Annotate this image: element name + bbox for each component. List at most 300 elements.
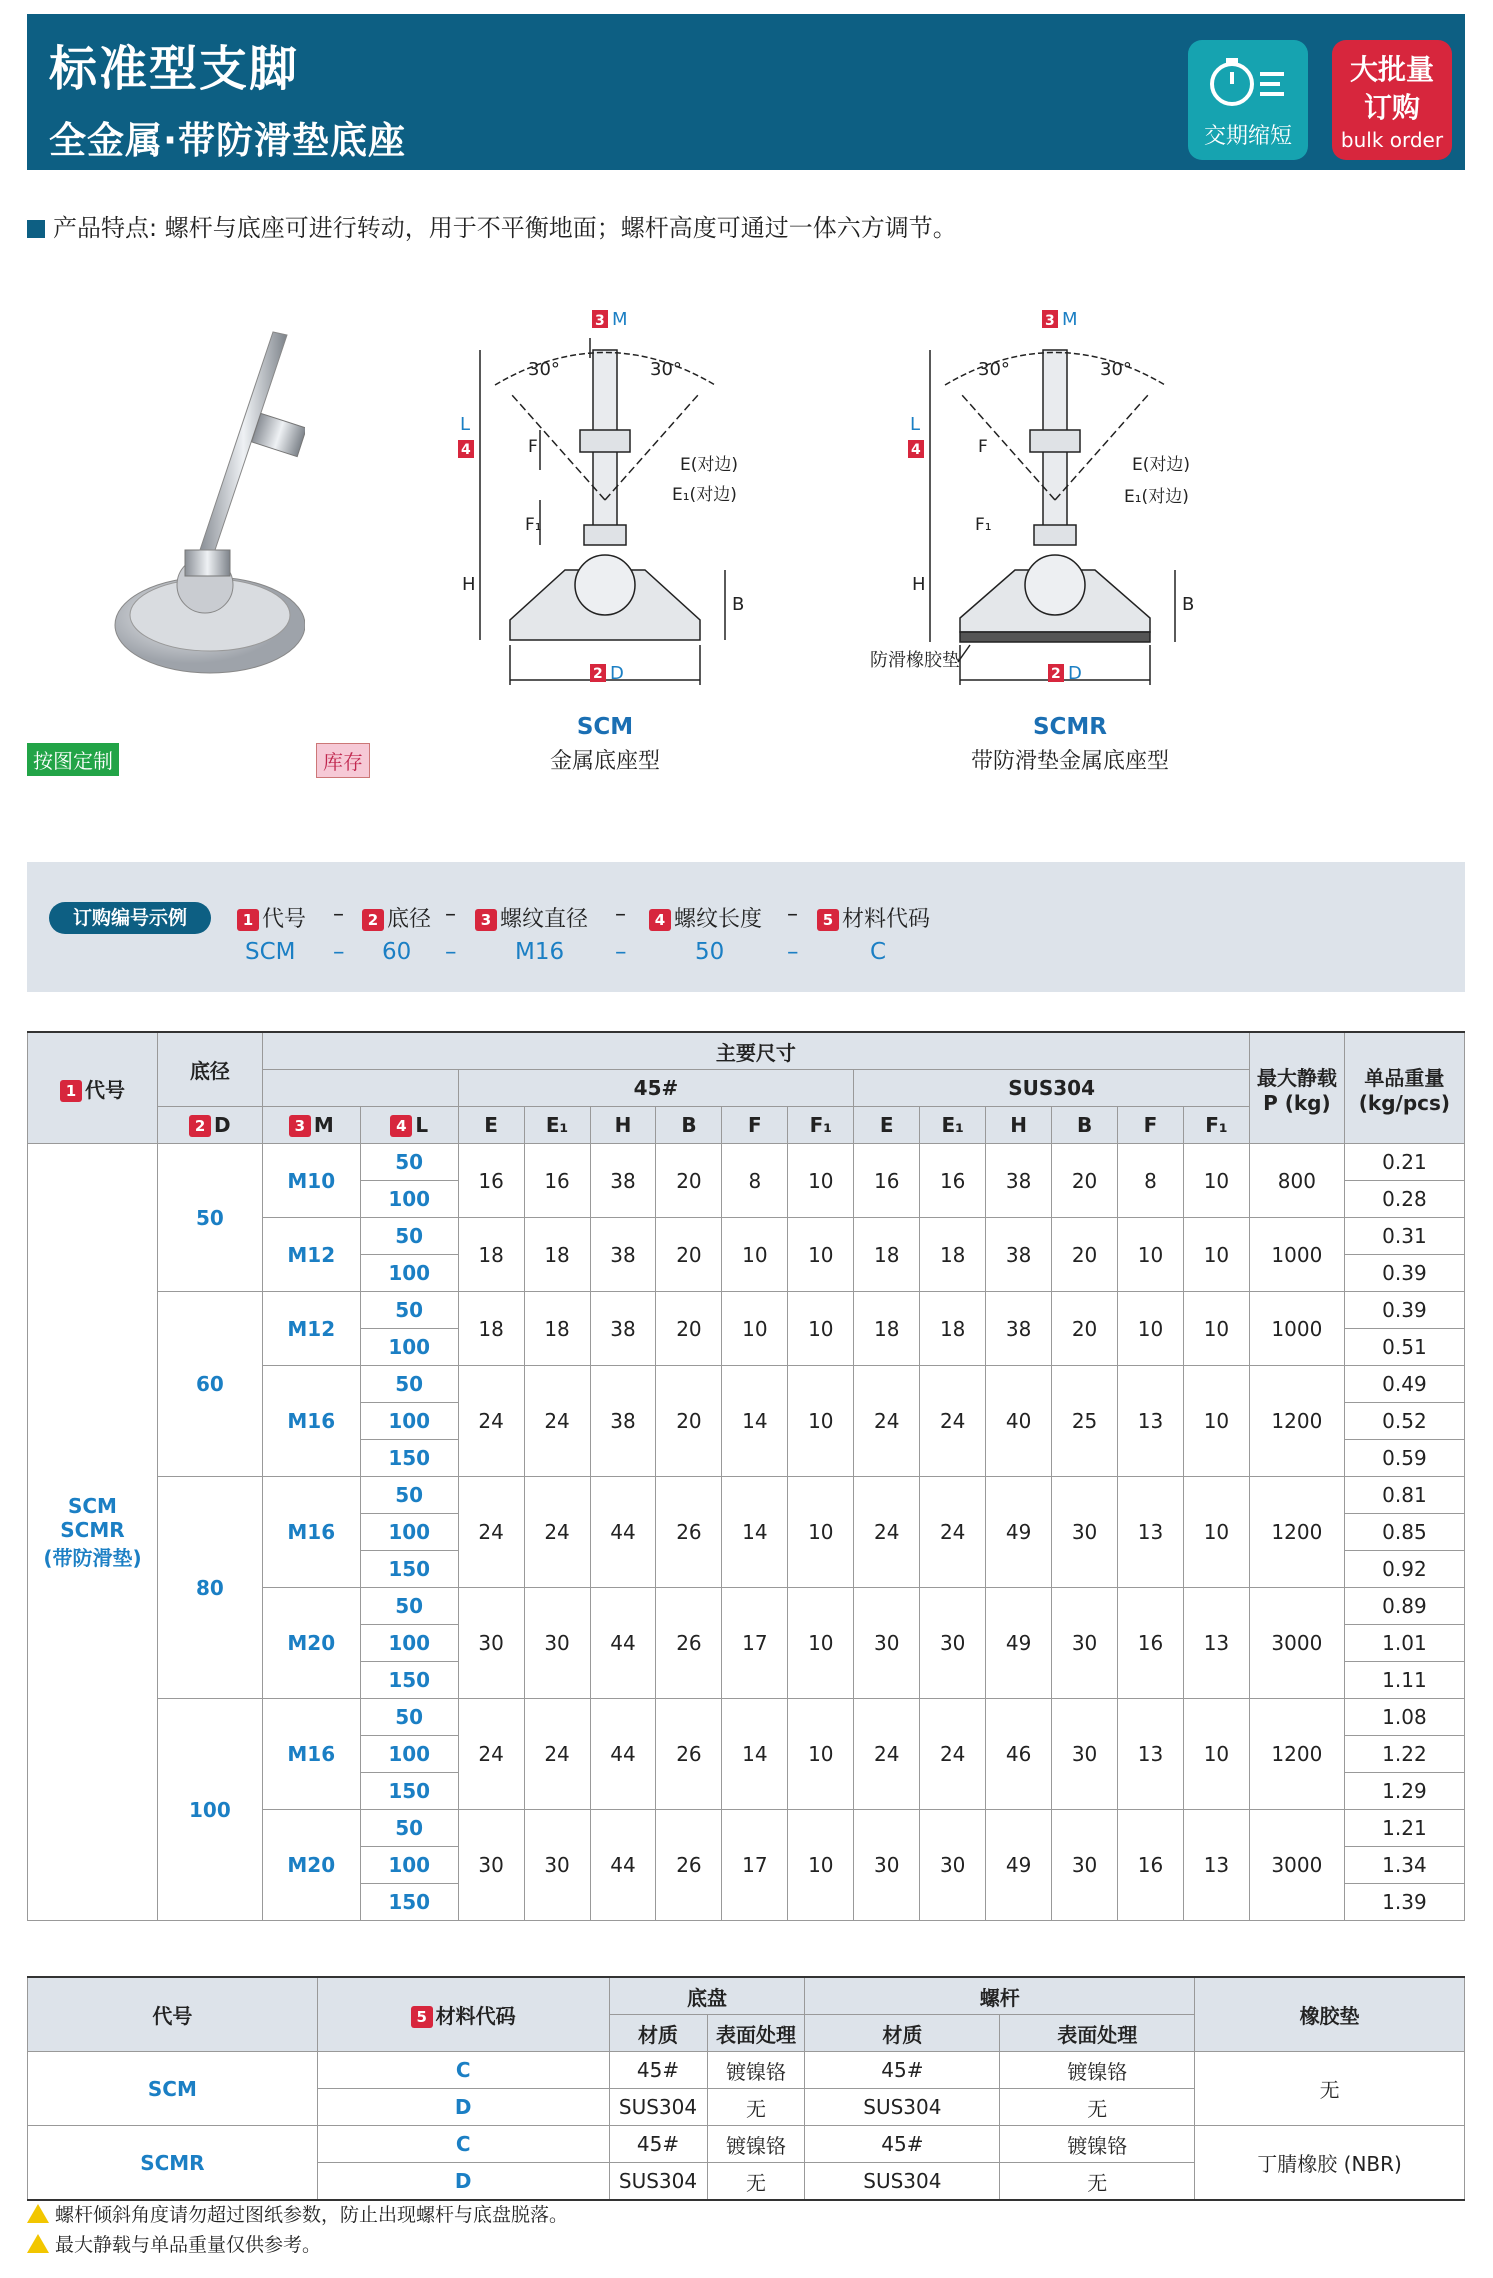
dim-cell: 16 xyxy=(1118,1810,1184,1921)
order-dash: – xyxy=(615,939,627,965)
mat-code-cell: D xyxy=(317,2163,609,2201)
base-material-header: 材质 xyxy=(609,2015,707,2052)
dim-cell: 20 xyxy=(656,1366,722,1477)
pad-label: 防滑橡胶垫 xyxy=(870,650,960,671)
weight-cell: 0.21 xyxy=(1344,1144,1464,1181)
dim-cell: 30 xyxy=(1052,1588,1118,1699)
bullet-square-icon xyxy=(27,220,45,238)
dim-cell: 38 xyxy=(590,1218,656,1292)
dim-cell: 25 xyxy=(1052,1366,1118,1477)
dim-cell: 49 xyxy=(986,1477,1052,1588)
l-header xyxy=(360,1107,458,1144)
f1-label: F₁ xyxy=(975,515,992,535)
mat-matcode-header xyxy=(317,1977,609,2052)
load-cell: 800 xyxy=(1249,1144,1344,1218)
dim-cell: 10 xyxy=(788,1218,854,1292)
weight-header xyxy=(1344,1032,1464,1144)
length-cell: 150 xyxy=(360,1440,458,1477)
b-label: B xyxy=(1182,594,1195,615)
l-label: L xyxy=(460,414,471,435)
num-3-badge: 3 xyxy=(289,1115,311,1137)
dim-cell: 18 xyxy=(854,1292,920,1366)
dim-cell: 18 xyxy=(920,1218,986,1292)
screw-header: 螺杆 xyxy=(805,1977,1195,2015)
dim-cell: 16 xyxy=(524,1144,590,1218)
note-text: 螺杆倾斜角度请勿超过图纸参数，防止出现螺杆与底盘脱落。 xyxy=(55,2204,569,2226)
dim-cell: 30 xyxy=(524,1588,590,1699)
order-header-code: 代号 xyxy=(262,907,307,932)
dim-cell: 30 xyxy=(854,1588,920,1699)
order-header-material: 材料代码 xyxy=(842,907,931,932)
load-header-1: 最大静载 xyxy=(1256,1065,1337,1090)
dim-col-header: E₁ xyxy=(920,1107,986,1144)
f1-label: F₁ xyxy=(525,515,542,535)
dim-cell: 24 xyxy=(854,1366,920,1477)
thread-cell: M12 xyxy=(262,1218,360,1292)
base-surface-cell: 镀镍铬 xyxy=(707,2052,805,2089)
dim-cell: 10 xyxy=(722,1218,788,1292)
dim-cell: 10 xyxy=(1118,1218,1184,1292)
h-label: H xyxy=(462,574,476,595)
order-dash: – xyxy=(333,902,344,927)
length-cell: 50 xyxy=(360,1144,458,1181)
dim-cell: 10 xyxy=(788,1588,854,1699)
bulk-order-line3: bulk order xyxy=(1340,128,1444,152)
weight-cell: 1.39 xyxy=(1344,1884,1464,1921)
order-value-thread: M16 xyxy=(515,939,565,965)
dim-cell: 26 xyxy=(656,1699,722,1810)
m-header-text: M xyxy=(313,1113,334,1137)
dim-col-header: E xyxy=(458,1107,524,1144)
d-header xyxy=(157,1107,262,1144)
dim-cell: 26 xyxy=(656,1588,722,1699)
base-material-cell: 45# xyxy=(609,2052,707,2089)
dim-cell: 14 xyxy=(722,1366,788,1477)
dim-cell: 13 xyxy=(1118,1366,1184,1477)
scm-caption xyxy=(425,714,785,775)
l-label: L xyxy=(910,414,921,435)
note-text: 最大静载与单品重量仅供参考。 xyxy=(55,2234,322,2256)
scmr-code: SCMR xyxy=(1032,714,1108,740)
dim-cell: 18 xyxy=(920,1292,986,1366)
dim-cell: 20 xyxy=(656,1144,722,1218)
dim-cell: 10 xyxy=(1118,1292,1184,1366)
length-cell: 100 xyxy=(360,1255,458,1292)
dim-cell: 44 xyxy=(590,1477,656,1588)
mat-code-header: 代号 xyxy=(28,1977,318,2052)
dim-cell: 30 xyxy=(1052,1699,1118,1810)
dim-col-header: B xyxy=(1052,1107,1118,1144)
table-row xyxy=(28,1477,1465,1514)
length-cell: 100 xyxy=(360,1736,458,1773)
m-label: M xyxy=(1062,309,1078,330)
weight-cell: 0.31 xyxy=(1344,1218,1464,1255)
dia-header: 底径 xyxy=(157,1032,262,1107)
dim-cell: 16 xyxy=(920,1144,986,1218)
mat-code-cell: C xyxy=(317,2126,609,2163)
dim-col-header: F xyxy=(722,1107,788,1144)
pad-header: 橡胶垫 xyxy=(1195,1977,1465,2052)
base-surface-header: 表面处理 xyxy=(707,2015,805,2052)
dim-cell: 26 xyxy=(656,1477,722,1588)
order-header-thread: 螺纹直径 xyxy=(500,907,589,932)
series-code-cell xyxy=(28,1144,158,1921)
dim-cell: 18 xyxy=(854,1218,920,1292)
length-cell: 150 xyxy=(360,1773,458,1810)
weight-cell: 0.92 xyxy=(1344,1551,1464,1588)
dim-cell: 10 xyxy=(788,1292,854,1366)
load-cell: 1000 xyxy=(1249,1218,1344,1292)
weight-header-1: 单品重量 xyxy=(1364,1065,1445,1090)
m-header xyxy=(262,1107,360,1144)
product-feature xyxy=(27,208,957,243)
weight-cell: 0.39 xyxy=(1344,1255,1464,1292)
dim-cell: 13 xyxy=(1118,1477,1184,1588)
load-cell: 1200 xyxy=(1249,1699,1344,1810)
length-cell: 150 xyxy=(360,1884,458,1921)
stock-tag[interactable]: 库存 xyxy=(316,743,370,778)
table-row xyxy=(28,2126,1465,2163)
num-4-badge: 4 xyxy=(649,909,671,931)
dim-cell: 10 xyxy=(1183,1144,1249,1218)
screw-surface-header: 表面处理 xyxy=(1000,2015,1195,2052)
fast-delivery-badge xyxy=(1188,40,1308,160)
screw-material-cell: 45# xyxy=(805,2052,1000,2089)
dim-cell: 38 xyxy=(986,1218,1052,1292)
dim-cell: 20 xyxy=(1052,1218,1118,1292)
dim-cell: 44 xyxy=(590,1699,656,1810)
pad-cell: 丁腈橡胶 (NBR) xyxy=(1195,2126,1465,2201)
base-header: 底盘 xyxy=(609,1977,805,2015)
stopwatch-icon xyxy=(1206,54,1290,110)
warning-icon xyxy=(27,2234,49,2253)
screw-material-header: 材质 xyxy=(805,2015,1000,2052)
load-header xyxy=(1249,1032,1344,1144)
mat-row-code: SCMR xyxy=(28,2126,318,2201)
dim-cell: 24 xyxy=(854,1477,920,1588)
dim-cell: 38 xyxy=(590,1292,656,1366)
thread-cell: M20 xyxy=(262,1810,360,1921)
pad-cell: 无 xyxy=(1195,2052,1465,2126)
weight-cell: 1.29 xyxy=(1344,1773,1464,1810)
order-dash: – xyxy=(333,939,345,965)
note-item xyxy=(27,2230,568,2260)
order-dash: – xyxy=(615,902,626,927)
bulk-order-badge xyxy=(1332,40,1452,160)
length-cell: 50 xyxy=(360,1292,458,1329)
length-cell: 50 xyxy=(360,1366,458,1403)
order-value-material: C xyxy=(870,939,887,965)
load-cell: 3000 xyxy=(1249,1588,1344,1699)
warning-icon xyxy=(27,2204,49,2223)
dim-cell: 18 xyxy=(458,1218,524,1292)
length-cell: 150 xyxy=(360,1551,458,1588)
diameter-cell: 60 xyxy=(157,1292,262,1477)
angle-label-left: 30° xyxy=(528,359,560,380)
page-title: 标准型支脚 xyxy=(49,41,300,97)
thread-cell: M10 xyxy=(262,1144,360,1218)
mat-matcode-text: 材料代码 xyxy=(435,2004,516,2028)
scmr-caption xyxy=(890,714,1250,775)
dim-col-header: F₁ xyxy=(1183,1107,1249,1144)
main-dim-header: 主要尺寸 xyxy=(262,1032,1249,1070)
scm-name: 金属底座型 xyxy=(549,749,660,774)
weight-cell: 1.01 xyxy=(1344,1625,1464,1662)
series-code-line: (带防滑垫) xyxy=(43,1545,142,1570)
dim-col-header: B xyxy=(656,1107,722,1144)
screw-surface-cell: 无 xyxy=(1000,2089,1195,2126)
dim-cell: 24 xyxy=(458,1366,524,1477)
dim-cell: 24 xyxy=(524,1699,590,1810)
mat-code-cell: D xyxy=(317,2089,609,2126)
weight-cell: 0.81 xyxy=(1344,1477,1464,1514)
series-code-line: SCMR xyxy=(60,1517,125,1542)
dim-cell: 8 xyxy=(1118,1144,1184,1218)
screw-material-cell: 45# xyxy=(805,2126,1000,2163)
weight-cell: 0.89 xyxy=(1344,1588,1464,1625)
thread-cell: M16 xyxy=(262,1477,360,1588)
scmr-name: 带防滑垫金属底座型 xyxy=(970,749,1169,774)
f-label: F xyxy=(978,437,988,457)
num-1-badge: 1 xyxy=(237,909,259,931)
angle-label-right: 30° xyxy=(650,359,682,380)
dim-cell: 14 xyxy=(722,1699,788,1810)
n4-badge: 4 xyxy=(911,442,921,458)
code-header-text: 代号 xyxy=(84,1077,125,1102)
num-5-badge: 5 xyxy=(411,2006,433,2028)
dim-col-header: E₁ xyxy=(524,1107,590,1144)
dim-cell: 16 xyxy=(458,1144,524,1218)
weight-cell: 0.28 xyxy=(1344,1181,1464,1218)
fast-delivery-label: 交期缩短 xyxy=(1203,124,1292,149)
angle-label-left: 30° xyxy=(978,359,1010,380)
page-subtitle: 全金属·带防滑垫底座 xyxy=(49,119,407,162)
thread-cell: M12 xyxy=(262,1292,360,1366)
length-cell: 50 xyxy=(360,1218,458,1255)
load-cell: 1000 xyxy=(1249,1292,1344,1366)
mat-code-cell: C xyxy=(317,2052,609,2089)
length-cell: 50 xyxy=(360,1810,458,1847)
dim-cell: 18 xyxy=(458,1292,524,1366)
table-row xyxy=(28,1699,1465,1736)
scmr-drawing xyxy=(870,300,1210,700)
dim-cell: 18 xyxy=(524,1292,590,1366)
screw-surface-cell: 镀镍铬 xyxy=(1000,2052,1195,2089)
dim-cell: 10 xyxy=(1183,1366,1249,1477)
f-label: F xyxy=(528,437,538,457)
table-row xyxy=(28,2052,1465,2089)
dim-cell: 24 xyxy=(524,1366,590,1477)
mat-sus-header: SUS304 xyxy=(854,1070,1250,1107)
feature-text: 产品特点: 螺杆与底座可进行转动，用于不平衡地面；螺杆高度可通过一体六方调节。 xyxy=(53,214,957,242)
dim-cell: 10 xyxy=(1183,1699,1249,1810)
dim-cell: 38 xyxy=(986,1292,1052,1366)
screw-surface-cell: 镀镍铬 xyxy=(1000,2126,1195,2163)
code-header xyxy=(28,1032,158,1144)
dim-cell: 49 xyxy=(986,1588,1052,1699)
dim-cell: 16 xyxy=(1118,1588,1184,1699)
b-label: B xyxy=(732,594,745,615)
screw-material-cell: SUS304 xyxy=(805,2089,1000,2126)
diameter-cell: 100 xyxy=(157,1699,262,1921)
dim-cell: 49 xyxy=(986,1810,1052,1921)
notes xyxy=(27,2200,568,2260)
length-cell: 100 xyxy=(360,1403,458,1440)
weight-cell: 0.85 xyxy=(1344,1514,1464,1551)
dim-col-header: H xyxy=(590,1107,656,1144)
length-cell: 100 xyxy=(360,1181,458,1218)
thread-cell: M16 xyxy=(262,1366,360,1477)
dim-cell: 17 xyxy=(722,1810,788,1921)
dim-cell: 10 xyxy=(788,1477,854,1588)
dim-cell: 44 xyxy=(590,1588,656,1699)
d-label: D xyxy=(1068,663,1082,684)
length-cell: 100 xyxy=(360,1625,458,1662)
e1-label: E₁(对边) xyxy=(1124,487,1189,507)
num-2-badge: 2 xyxy=(189,1115,211,1137)
screw-surface-cell: 无 xyxy=(1000,2163,1195,2201)
dim-cell: 38 xyxy=(590,1144,656,1218)
base-material-cell: SUS304 xyxy=(609,2163,707,2201)
weight-cell: 0.59 xyxy=(1344,1440,1464,1477)
num-5-badge: 5 xyxy=(817,909,839,931)
series-code-line: SCM xyxy=(67,1493,117,1518)
num-1-badge: 1 xyxy=(60,1080,82,1102)
dim-cell: 38 xyxy=(986,1144,1052,1218)
dim-cell: 10 xyxy=(722,1292,788,1366)
dim-cell: 17 xyxy=(722,1588,788,1699)
thread-cell: M20 xyxy=(262,1588,360,1699)
dim-cell: 20 xyxy=(1052,1292,1118,1366)
order-value-dia: 60 xyxy=(382,939,412,965)
dim-cell: 30 xyxy=(524,1810,590,1921)
order-header-length: 螺纹长度 xyxy=(674,907,763,932)
note-item xyxy=(27,2200,568,2230)
dim-cell: 30 xyxy=(458,1810,524,1921)
weight-cell: 0.52 xyxy=(1344,1403,1464,1440)
order-dash: – xyxy=(787,902,798,927)
num-3-badge: 3 xyxy=(475,909,497,931)
length-cell: 100 xyxy=(360,1847,458,1884)
table-row xyxy=(28,1144,1465,1181)
order-dash: – xyxy=(787,939,799,965)
length-cell: 150 xyxy=(360,1662,458,1699)
thread-cell: M16 xyxy=(262,1699,360,1810)
dim-cell: 30 xyxy=(854,1810,920,1921)
length-cell: 100 xyxy=(360,1514,458,1551)
mat-45-header: 45# xyxy=(458,1070,854,1107)
dim-cell: 30 xyxy=(458,1588,524,1699)
dim-cell: 14 xyxy=(722,1477,788,1588)
order-value-length: 50 xyxy=(695,939,725,965)
load-cell: 3000 xyxy=(1249,1810,1344,1921)
scm-code: SCM xyxy=(576,714,634,740)
dim-col-header: F₁ xyxy=(788,1107,854,1144)
h-label: H xyxy=(912,574,926,595)
diameter-cell: 80 xyxy=(157,1477,262,1699)
load-header-2: P (kg) xyxy=(1263,1090,1331,1115)
dim-cell: 40 xyxy=(986,1366,1052,1477)
weight-cell: 1.22 xyxy=(1344,1736,1464,1773)
num-4-badge: 4 xyxy=(390,1115,412,1137)
dim-cell: 10 xyxy=(788,1699,854,1810)
l-header-text: L xyxy=(415,1113,429,1137)
blank-header xyxy=(262,1070,458,1107)
weight-cell: 0.51 xyxy=(1344,1329,1464,1366)
n3-badge: 3 xyxy=(1045,313,1055,329)
dim-cell: 10 xyxy=(788,1366,854,1477)
weight-cell: 0.39 xyxy=(1344,1292,1464,1329)
spec-table xyxy=(27,1031,1465,1921)
custom-tag[interactable]: 按图定制 xyxy=(27,743,119,776)
base-material-cell: SUS304 xyxy=(609,2089,707,2126)
dim-cell: 26 xyxy=(656,1810,722,1921)
e-label: E(对边) xyxy=(1132,455,1191,475)
dim-cell: 10 xyxy=(1183,1218,1249,1292)
num-2-badge: 2 xyxy=(362,909,384,931)
table-row xyxy=(28,1292,1465,1329)
dim-cell: 24 xyxy=(920,1477,986,1588)
dim-cell: 30 xyxy=(1052,1810,1118,1921)
dim-cell: 10 xyxy=(788,1144,854,1218)
mat-row-code: SCM xyxy=(28,2052,318,2126)
bulk-order-line2: 订购 xyxy=(1363,91,1420,124)
dim-cell: 20 xyxy=(656,1292,722,1366)
dim-cell: 18 xyxy=(524,1218,590,1292)
dim-cell: 10 xyxy=(788,1810,854,1921)
dim-cell: 20 xyxy=(1052,1144,1118,1218)
screw-material-cell: SUS304 xyxy=(805,2163,1000,2201)
dim-cell: 16 xyxy=(854,1144,920,1218)
dim-cell: 13 xyxy=(1118,1699,1184,1810)
length-cell: 50 xyxy=(360,1588,458,1625)
order-example-label: 订购编号示例 xyxy=(49,902,211,934)
dim-cell: 38 xyxy=(590,1366,656,1477)
dim-cell: 8 xyxy=(722,1144,788,1218)
dim-cell: 24 xyxy=(854,1699,920,1810)
dim-cell: 24 xyxy=(524,1477,590,1588)
dim-cell: 46 xyxy=(986,1699,1052,1810)
length-cell: 50 xyxy=(360,1699,458,1736)
dim-cell: 30 xyxy=(920,1810,986,1921)
dim-cell: 24 xyxy=(920,1699,986,1810)
dim-col-header: F xyxy=(1118,1107,1184,1144)
dim-cell: 24 xyxy=(458,1477,524,1588)
dim-cell: 13 xyxy=(1183,1588,1249,1699)
dim-cell: 13 xyxy=(1183,1810,1249,1921)
order-dash: – xyxy=(445,939,457,965)
base-surface-cell: 镀镍铬 xyxy=(707,2126,805,2163)
weight-cell: 1.08 xyxy=(1344,1699,1464,1736)
dim-cell: 10 xyxy=(1183,1292,1249,1366)
dim-cell: 10 xyxy=(1183,1477,1249,1588)
dim-cell: 44 xyxy=(590,1810,656,1921)
base-surface-cell: 无 xyxy=(707,2163,805,2201)
m-label: M xyxy=(612,309,628,330)
base-material-cell: 45# xyxy=(609,2126,707,2163)
bulk-order-line1: 大批量 xyxy=(1349,53,1434,86)
diameter-cell: 50 xyxy=(157,1144,262,1292)
dim-cell: 20 xyxy=(656,1218,722,1292)
dim-cell: 24 xyxy=(458,1699,524,1810)
n2-badge: 2 xyxy=(1051,666,1061,682)
n4-badge: 4 xyxy=(461,442,471,458)
load-cell: 1200 xyxy=(1249,1477,1344,1588)
length-cell: 50 xyxy=(360,1477,458,1514)
weight-header-2: (kg/pcs) xyxy=(1358,1090,1451,1115)
d-label: D xyxy=(610,663,624,684)
angle-label-right: 30° xyxy=(1100,359,1132,380)
